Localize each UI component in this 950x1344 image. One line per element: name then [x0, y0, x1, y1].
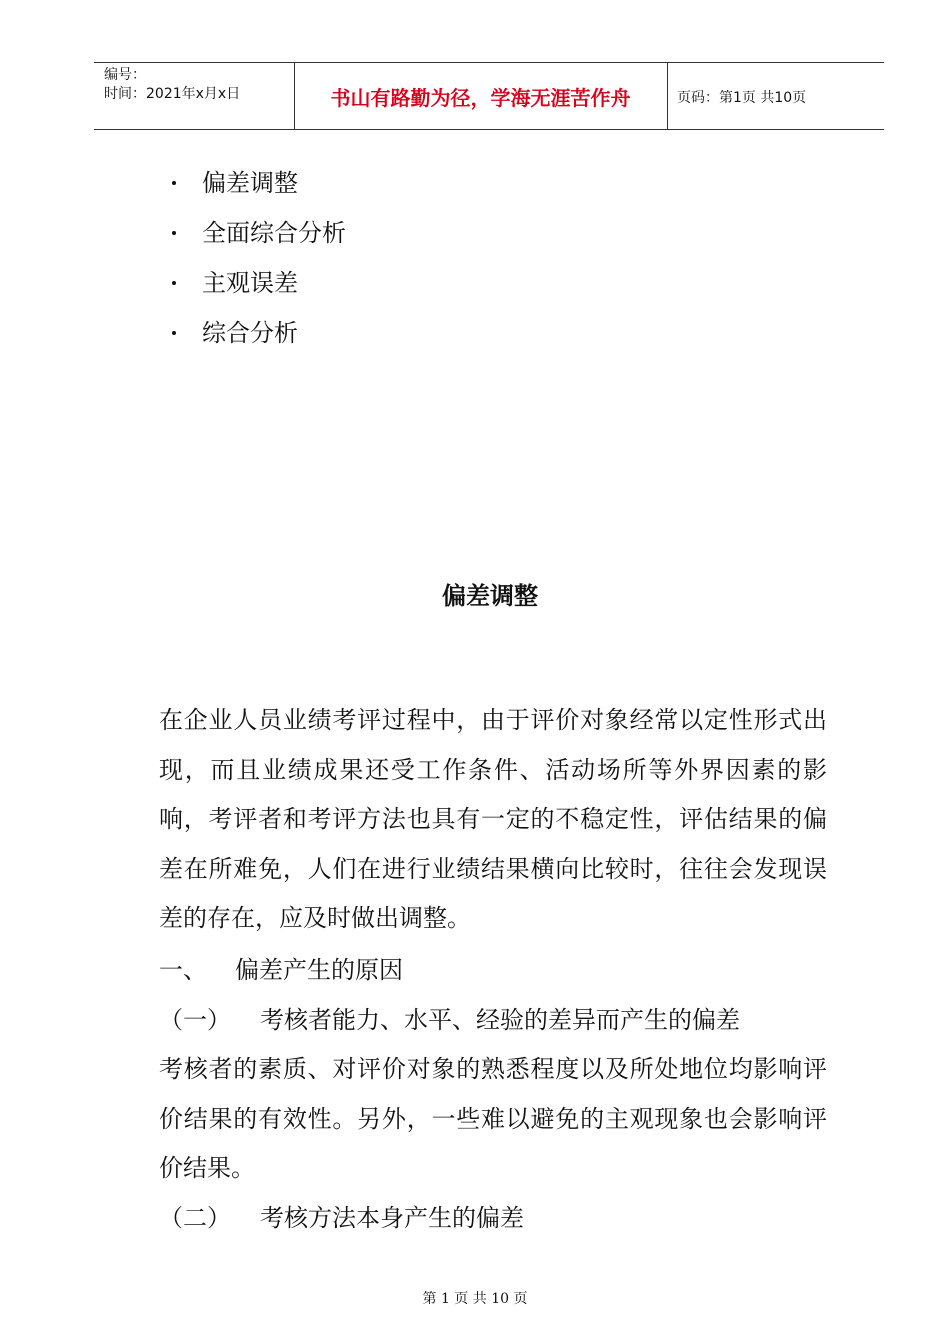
list-item-label: 主观误差 — [202, 269, 298, 297]
subsection-heading — [159, 1200, 524, 1236]
list-item — [170, 164, 346, 214]
header-time-label: 时间：2021年x月x日 — [104, 86, 241, 102]
subsection-number: （一） — [159, 1006, 231, 1034]
list-item — [170, 314, 346, 364]
bullet-icon — [172, 281, 176, 285]
section-number: 一、 — [159, 956, 207, 984]
list-item-label: 偏差调整 — [202, 169, 298, 197]
toc-list — [170, 164, 346, 364]
header-page-label: 页码：第1页 共10页 — [677, 90, 807, 106]
header-top-rule — [94, 62, 884, 63]
list-item — [170, 214, 346, 264]
list-item-label: 全面综合分析 — [202, 219, 346, 247]
header-bottom-rule — [94, 129, 884, 130]
subsection-heading — [159, 1002, 740, 1038]
section-title: 偏差产生的原因 — [235, 956, 403, 984]
list-item-label: 综合分析 — [202, 319, 298, 347]
bullet-icon — [172, 331, 176, 335]
subsection-title: 考核方法本身产生的偏差 — [260, 1204, 524, 1232]
bullet-icon — [172, 231, 176, 235]
header-motto: 书山有路勤为径，学海无涯苦作舟 — [330, 86, 631, 110]
subsection-number: （二） — [159, 1204, 231, 1232]
intro-paragraph: 在企业人员业绩考评过程中，由于评价对象经常以定性形式出现，而且业绩成果还受工作条件、活动场所等外界因素的影响，考评者和考评方法也具有一定的不稳定性，评估结果的偏差在所难免，人们在进行业绩结果横向比较时，往往会发现误差的存在，应及时做出调整。 — [159, 706, 827, 932]
page-footer: 第 1 页 共 10 页 — [422, 1291, 528, 1307]
header-divider — [667, 62, 668, 130]
subsection-title: 考核者能力、水平、经验的差异而产生的偏差 — [260, 1006, 740, 1034]
header-number-label: 编号： — [104, 67, 146, 83]
subsection-paragraph: 考核者的素质、对评价对象的熟悉程度以及所处地位均影响评价结果的有效性。另外，一些难以避免的主观现象也会影响评价结果。 — [159, 1055, 827, 1182]
section-heading — [159, 952, 403, 988]
page-title: 偏差调整 — [442, 582, 538, 610]
list-item — [170, 264, 346, 314]
bullet-icon — [172, 181, 176, 185]
